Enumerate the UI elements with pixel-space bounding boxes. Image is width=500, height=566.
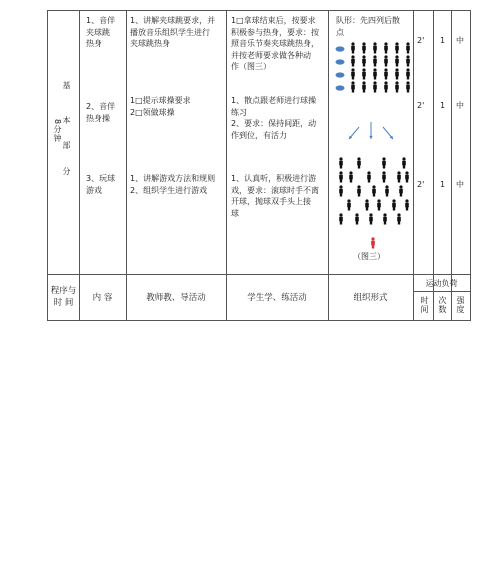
formation-title [336, 15, 400, 38]
header-divider [48, 274, 470, 275]
text-line: 2、要求：保持间距，动 [231, 119, 317, 128]
student-figure [392, 199, 396, 210]
student-figure [406, 81, 410, 92]
student-figure [357, 185, 361, 196]
text-line: 点 [336, 27, 344, 37]
student-figure [384, 68, 388, 79]
text-line: 游戏 [86, 185, 102, 195]
header-order-time [48, 285, 79, 309]
student-figure [405, 199, 409, 210]
section-label-d: 分 [62, 167, 71, 176]
student-figure [339, 213, 343, 224]
text-line: 热身 [86, 39, 102, 48]
row-2-content [86, 101, 115, 124]
student-figure [377, 199, 381, 210]
student-figure [406, 55, 410, 66]
student-figure [385, 185, 389, 196]
student-figure [339, 157, 343, 168]
text-line: 时 间 [53, 298, 74, 308]
ball-icon [336, 85, 345, 90]
text-line: 2□领做球操 [130, 107, 175, 117]
row-1-count: 1 [440, 36, 446, 45]
figure-caption: （图三） [353, 252, 385, 261]
header-count: 次数 [438, 296, 447, 314]
text-line: 开球，抛球双手头上接 [231, 197, 311, 206]
header-intensity: 强度 [456, 296, 465, 314]
student-figure [349, 171, 353, 182]
section-label-c: 部 [62, 141, 71, 150]
text-line: 2、音伴 [86, 102, 116, 111]
student-figure [357, 157, 361, 168]
load-header-divider [413, 291, 470, 292]
student-figure [372, 185, 376, 196]
text-line: 1□提示球操要求 [130, 96, 191, 105]
text-line: 作（图三） [231, 62, 271, 71]
student-figure [373, 55, 377, 66]
header-student: 学生学、练活动 [247, 293, 307, 303]
ball-icon [336, 59, 345, 64]
header-teacher: 教师教、导活动 [146, 293, 206, 303]
ball-icon [336, 72, 345, 77]
student-figure [382, 157, 386, 168]
section-label-b: 本 [62, 116, 71, 125]
student-figure [395, 68, 399, 79]
formation-svg [329, 39, 413, 269]
arrow-head-icon [369, 136, 372, 139]
student-figure [406, 68, 410, 79]
text-line: 队形：先四列后散 [336, 16, 400, 25]
text-line: 1、认真听，积极进行游 [231, 174, 317, 183]
text-line: 积极参与热身，要求：按 [231, 27, 319, 37]
student-figure [362, 68, 366, 79]
student-figure [362, 81, 366, 92]
student-figure [365, 199, 369, 210]
row-1-student [231, 15, 319, 73]
ball-icon [336, 46, 345, 51]
row-3-student [231, 173, 319, 219]
section-time-label: 8分钟 [53, 119, 62, 144]
student-figure [384, 81, 388, 92]
student-figure [405, 171, 409, 182]
text-line: 1□拿球结束后，按要求 [231, 16, 316, 25]
student-figure [367, 171, 371, 182]
row-3-time: 2' [417, 180, 425, 189]
student-figure [395, 42, 399, 53]
section-label-a: 基 [62, 81, 71, 90]
text-line: 1、讲解游戏方法和规则 [130, 174, 216, 183]
student-figure [373, 81, 377, 92]
student-figure [373, 68, 377, 79]
text-line: 球 [231, 208, 239, 218]
text-line: 1、散点跟老师进行球操 [231, 96, 317, 105]
formation-diagram [329, 39, 413, 269]
student-figure [355, 213, 359, 224]
text-line: 2、组织学生进行游戏 [130, 185, 208, 195]
student-figure [362, 42, 366, 53]
text-line: 并按老师要求做各种动 [231, 50, 311, 60]
student-figure [369, 213, 373, 224]
header-content: 内 容 [92, 293, 113, 303]
text-line: 作到位，有活力 [231, 130, 287, 140]
row-2-time: 2' [417, 101, 425, 110]
student-figure [351, 42, 355, 53]
student-figure [362, 55, 366, 66]
text-line: 3、玩球 [86, 174, 116, 183]
text-line: 夹球跳 [86, 27, 110, 37]
header-time: 时间 [420, 296, 429, 314]
text-line: 练习 [231, 107, 247, 117]
student-figure [397, 171, 401, 182]
row-3-intensity: 中 [456, 180, 464, 189]
text-line: 夹球跳热身 [130, 39, 170, 48]
row-3-content [86, 173, 115, 196]
header-org: 组织形式 [353, 293, 388, 303]
student-figure [347, 199, 351, 210]
student-figure [382, 171, 386, 182]
student-figure [351, 68, 355, 79]
header-load: 运动负荷 [425, 279, 458, 288]
student-figure [402, 157, 406, 168]
row-2-student [231, 95, 316, 141]
row-2-intensity: 中 [456, 101, 464, 110]
text-line: 播放音乐组织学生进行 [130, 27, 210, 37]
student-figure [351, 81, 355, 92]
text-line: 1、音伴 [86, 16, 116, 25]
row-1-intensity: 中 [456, 36, 464, 45]
text-line: 照音乐节奏夹球跳热身， [231, 39, 319, 48]
student-figure [406, 42, 410, 53]
text-line: 热身操 [86, 113, 110, 123]
student-figure [395, 55, 399, 66]
student-figure [384, 55, 388, 66]
row-1-time: 2' [417, 36, 425, 45]
text-line: 1、讲解夹球跳要求，并 [130, 16, 216, 25]
row-1-teacher [130, 15, 215, 50]
teacher-figure-icon [371, 237, 375, 248]
student-figure [395, 81, 399, 92]
student-figure [351, 55, 355, 66]
row-2-count: 1 [440, 101, 446, 110]
lesson-plan-table [47, 10, 471, 321]
row-2-teacher [130, 95, 191, 118]
row-3-teacher [130, 173, 215, 196]
student-figure [339, 185, 343, 196]
row-1-content [86, 15, 115, 50]
student-figure [397, 213, 401, 224]
student-figure [383, 213, 387, 224]
student-figure [373, 42, 377, 53]
text-line: 戏，要求：滚球时手不离 [231, 185, 319, 195]
student-figure [384, 42, 388, 53]
row-3-count: 1 [440, 180, 446, 189]
text-line: 程序与 [50, 286, 77, 296]
student-figure [339, 171, 343, 182]
student-figure [399, 185, 403, 196]
